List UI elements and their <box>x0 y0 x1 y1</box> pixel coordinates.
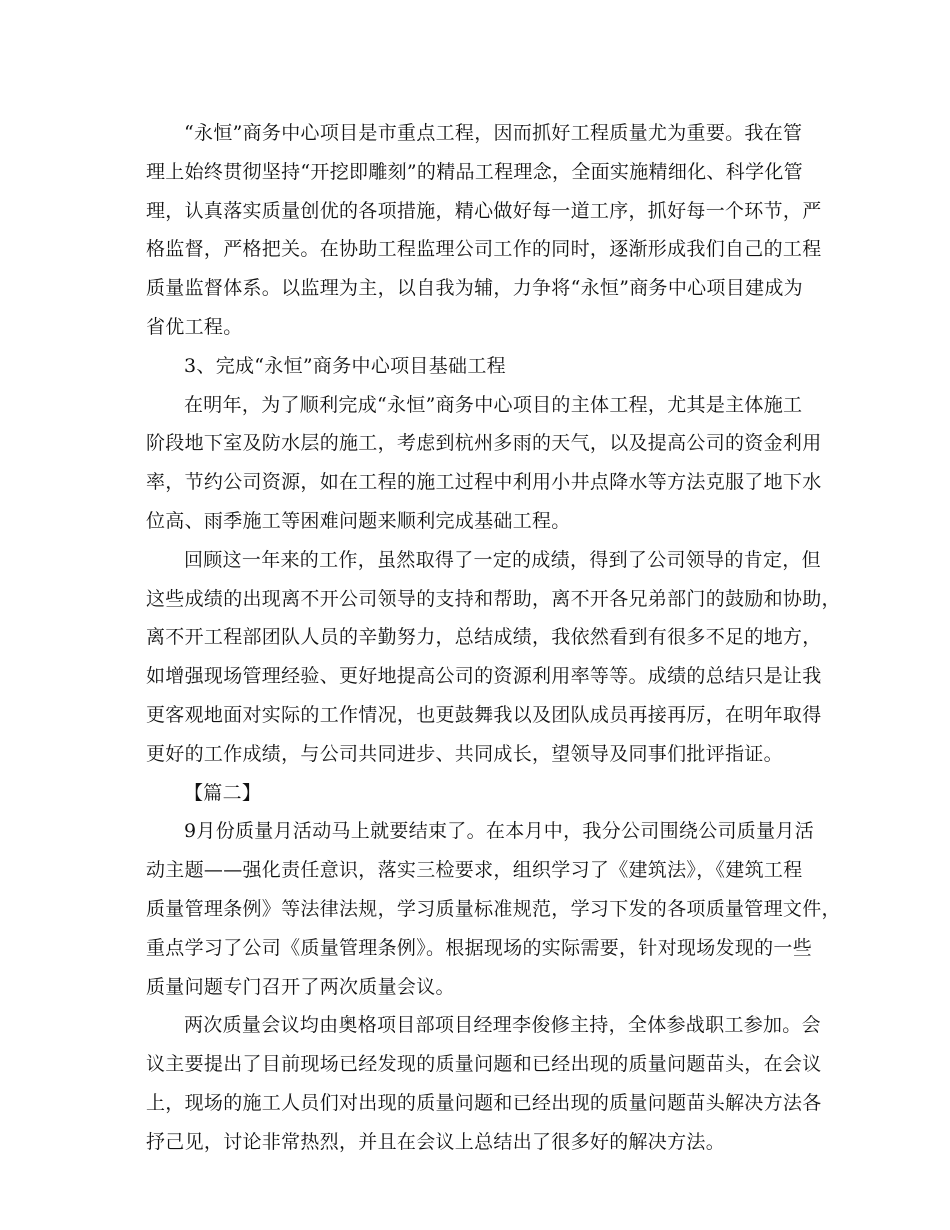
text-line: 回顾这一年来的工作，虽然取得了一定的成绩，得到了公司领导的肯定，但 <box>184 548 821 571</box>
text-line: 如增强现场管理经验、更好地提高公司的资源利用率等等。成绩的总结只是让我 <box>146 665 822 688</box>
text-line: 离不开工程部团队人员的辛勤努力，总结成绩，我依然看到有很多不足的地方， <box>146 626 822 649</box>
text-line: 两次质量会议均由奥格项目部项目经理李俊修主持，全体参战职工参加。会 <box>184 1014 821 1037</box>
text-line: 质量监督体系。以监理为主，以自我为辅，力争将“永恒”商务中心项目建成为 <box>146 277 803 300</box>
text-line: 质量问题专门召开了两次质量会议。 <box>146 975 455 998</box>
text-line: 率，节约公司资源，如在工程的施工过程中利用小井点降水等方法克服了地下水 <box>146 471 822 494</box>
text-line: 这些成绩的出现离不开公司领导的支持和帮助，离不开各兄弟部门的鼓励和协助， <box>146 587 841 610</box>
text-line: 抒己见，讨论非常热烈，并且在会议上总结出了很多好的解决方法。 <box>146 1130 726 1153</box>
text-line: 在明年，为了顺利完成“永恒”商务中心项目的主体工程，尤其是主体施工 <box>184 393 803 416</box>
text-line: 重点学习了公司《质量管理条例》。根据现场的实际需要，针对现场发现的一些 <box>146 936 813 959</box>
text-line: 理，认真落实质量创优的各项措施，精心做好每一道工序，抓好每一个环节，严 <box>146 199 822 222</box>
text-line: 上，现场的施工人员们对出现的质量问题和已经出现的质量问题苗头解决方法各 <box>146 1091 822 1114</box>
text-line: 阶段地下室及防水层的施工，考虑到杭州多雨的天气，以及提高公司的资金利用 <box>146 432 822 455</box>
text-line: 质量管理条例》等法律法规，学习质量标准规范，学习下发的各项质量管理文件， <box>146 897 841 920</box>
document-body <box>146 114 841 1162</box>
text-line: “永恒”商务中心项目是市重点工程，因而抓好工程质量尤为重要。我在管 <box>184 122 803 144</box>
text-line: 动主题——强化责任意识，落实三检要求，组织学习了《建筑法》，《建筑工程 <box>146 859 803 882</box>
text-line: 省优工程。 <box>146 315 243 338</box>
text-line: 理上始终贯彻坚持“开挖即雕刻”的精品工程理念，全面实施精细化、科学化管 <box>146 160 803 183</box>
text-line: 【篇二】 <box>184 781 262 804</box>
text-line: 格监督，严格把关。在协助工程监理公司工作的同时，逐渐形成我们自己的工程 <box>146 238 822 261</box>
text-line: 位高、雨季施工等困难问题来顺利完成基础工程。 <box>146 509 571 532</box>
text-line: 9月份质量月活动马上就要结束了。在本月中，我分公司围绕公司质量月活 <box>184 820 814 843</box>
text-line: 更好的工作成绩，与公司共同进步、共同成长，望领导及同事们批评指证。 <box>146 742 783 765</box>
text-line: 更客观地面对实际的工作情况，也更鼓舞我以及团队成员再接再厉，在明年取得 <box>146 703 822 726</box>
text-line: 3、完成“永恒”商务中心项目基础工程 <box>184 354 506 377</box>
text-line: 议主要提出了目前现场已经发现的质量问题和已经出现的质量问题苗头，在会议 <box>146 1053 822 1076</box>
